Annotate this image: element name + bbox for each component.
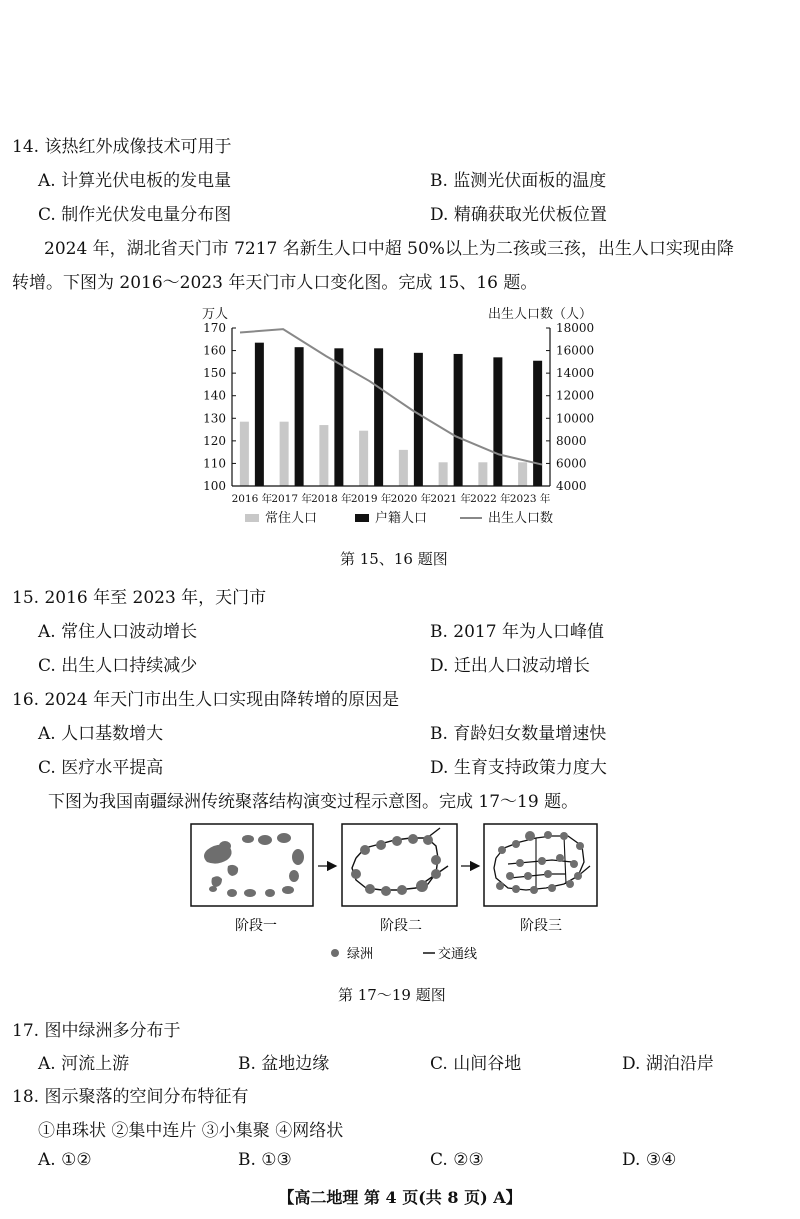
q18-stem: 18. 图示聚落的空间分布特征有	[12, 1087, 249, 1107]
q18-option-c: C. ②③	[430, 1150, 484, 1170]
x-tick-label: 2016 年	[231, 493, 273, 505]
q16-stem: 16. 2024 年天门市出生人口实现由降转增的原因是	[12, 690, 400, 710]
bar-registered-population	[374, 348, 383, 486]
q15-option-d: D. 迁出人口波动增长	[430, 656, 590, 676]
legend-births-label: 出生人口数	[488, 511, 554, 526]
right-axis-label: 出生人口数（人）	[488, 307, 593, 322]
right-tick-label: 14000	[556, 366, 595, 381]
q16-option-b: B. 育龄妇女数量增速快	[430, 724, 607, 744]
q17-option-a: A. 河流上游	[38, 1054, 130, 1074]
intro-15-16-line2: 转增。下图为 2016～2023 年天门市人口变化图。完成 15、16 题。	[12, 273, 538, 293]
bar-resident-population	[240, 422, 249, 486]
bar-registered-population	[255, 343, 264, 486]
q17-stem: 17. 图中绿洲多分布于	[12, 1021, 181, 1041]
bar-resident-population	[478, 462, 487, 486]
left-axis-label: 万人	[202, 307, 229, 322]
stage-one-label: 阶段一	[235, 918, 277, 934]
bar-resident-population	[399, 450, 408, 486]
q16-option-a: A. 人口基数增大	[38, 724, 164, 744]
bar-registered-population	[533, 361, 542, 486]
q16-option-d: D. 生育支持政策力度大	[430, 758, 607, 778]
intro-17-19: 下图为我国南疆绿洲传统聚落结构演变过程示意图。完成 17～19 题。	[48, 792, 579, 812]
x-tick-label: 2023 年	[509, 493, 551, 505]
left-tick-label: 110	[203, 456, 226, 471]
stage-one-panel	[191, 824, 313, 906]
bar-registered-population	[493, 357, 502, 486]
population-chart	[190, 300, 610, 535]
legend-oasis-label: 绿洲	[347, 947, 374, 962]
intro-15-16-line1: 2024 年，湖北省天门市 7217 名新生人口中超 50%以上为二孩或三孩，出生人口实现由降	[44, 239, 734, 259]
q14-option-b: B. 监测光伏面板的温度	[430, 171, 607, 191]
bar-resident-population	[518, 462, 527, 486]
q16-option-c: C. 医疗水平提高	[38, 758, 164, 778]
bar-registered-population	[334, 348, 343, 486]
left-tick-label: 160	[203, 343, 226, 358]
left-tick-label: 120	[203, 433, 226, 448]
q15-option-a: A. 常住人口波动增长	[38, 622, 198, 642]
legend-registered-swatch	[355, 514, 369, 522]
right-tick-label: 6000	[556, 456, 587, 471]
right-tick-label: 8000	[556, 433, 587, 448]
legend-oasis-symbol	[331, 949, 339, 957]
q14-option-c: C. 制作光伏发电量分布图	[38, 205, 232, 225]
q18-option-d: D. ③④	[622, 1150, 677, 1170]
stage-three-panel	[484, 824, 597, 906]
q14-stem: 14. 该热红外成像技术可用于	[12, 137, 232, 157]
x-tick-label: 2022 年	[470, 493, 511, 505]
bar-resident-population	[439, 462, 448, 486]
legend-registered-label: 户籍人口	[375, 511, 428, 526]
chart-caption: 第 15、16 题图	[340, 550, 448, 568]
bar-resident-population	[359, 431, 368, 486]
q14-option-d: D. 精确获取光伏板位置	[430, 205, 607, 225]
x-tick-label: 2017 年	[271, 493, 312, 505]
x-tick-label: 2021 年	[430, 493, 471, 505]
q17-option-d: D. 湖泊沿岸	[622, 1054, 714, 1074]
left-tick-label: 130	[203, 411, 226, 426]
right-tick-label: 16000	[556, 343, 595, 358]
x-tick-label: 2018 年	[311, 493, 352, 505]
q18-option-a: A. ①②	[38, 1150, 92, 1170]
right-tick-label: 4000	[556, 479, 587, 493]
right-tick-label: 10000	[556, 411, 595, 426]
bar-registered-population	[454, 354, 463, 486]
q18-option-b: B. ①③	[238, 1150, 292, 1170]
right-tick-label: 12000	[556, 388, 595, 403]
diagram-caption: 第 17～19 题图	[338, 986, 446, 1004]
bar-resident-population	[280, 422, 289, 486]
bar-registered-population	[414, 353, 423, 486]
legend-resident-label: 常住人口	[265, 511, 318, 526]
x-tick-label: 2020 年	[390, 493, 432, 505]
right-tick-label: 18000	[556, 321, 595, 335]
page-footer: 【高二地理 第 4 页(共 8 页) A】	[278, 1188, 522, 1207]
legend-road-label: 交通线	[438, 947, 478, 962]
stage-three-label: 阶段三	[520, 918, 562, 934]
left-tick-label: 150	[203, 366, 226, 381]
bar-registered-population	[295, 347, 304, 486]
x-tick-label: 2019 年	[350, 493, 392, 505]
bar-resident-population	[319, 425, 328, 486]
q17-option-c: C. 山间谷地	[430, 1054, 522, 1074]
q15-option-c: C. 出生人口持续减少	[38, 656, 198, 676]
q14-option-a: A. 计算光伏电板的发电量	[38, 171, 232, 191]
q18-items: ①串珠状 ②集中连片 ③小集聚 ④网络状	[38, 1121, 344, 1141]
q15-option-b: B. 2017 年为人口峰值	[430, 622, 604, 642]
left-tick-label: 170	[203, 321, 226, 335]
q17-option-b: B. 盆地边缘	[238, 1054, 330, 1074]
stage-two-panel	[342, 824, 457, 906]
q15-stem: 15. 2016 年至 2023 年，天门市	[12, 588, 267, 608]
legend-resident-swatch	[245, 514, 259, 522]
stage-two-label: 阶段二	[380, 918, 422, 934]
left-tick-label: 100	[203, 479, 226, 493]
oasis-settlement-diagram	[190, 818, 610, 968]
left-tick-label: 140	[203, 388, 226, 403]
